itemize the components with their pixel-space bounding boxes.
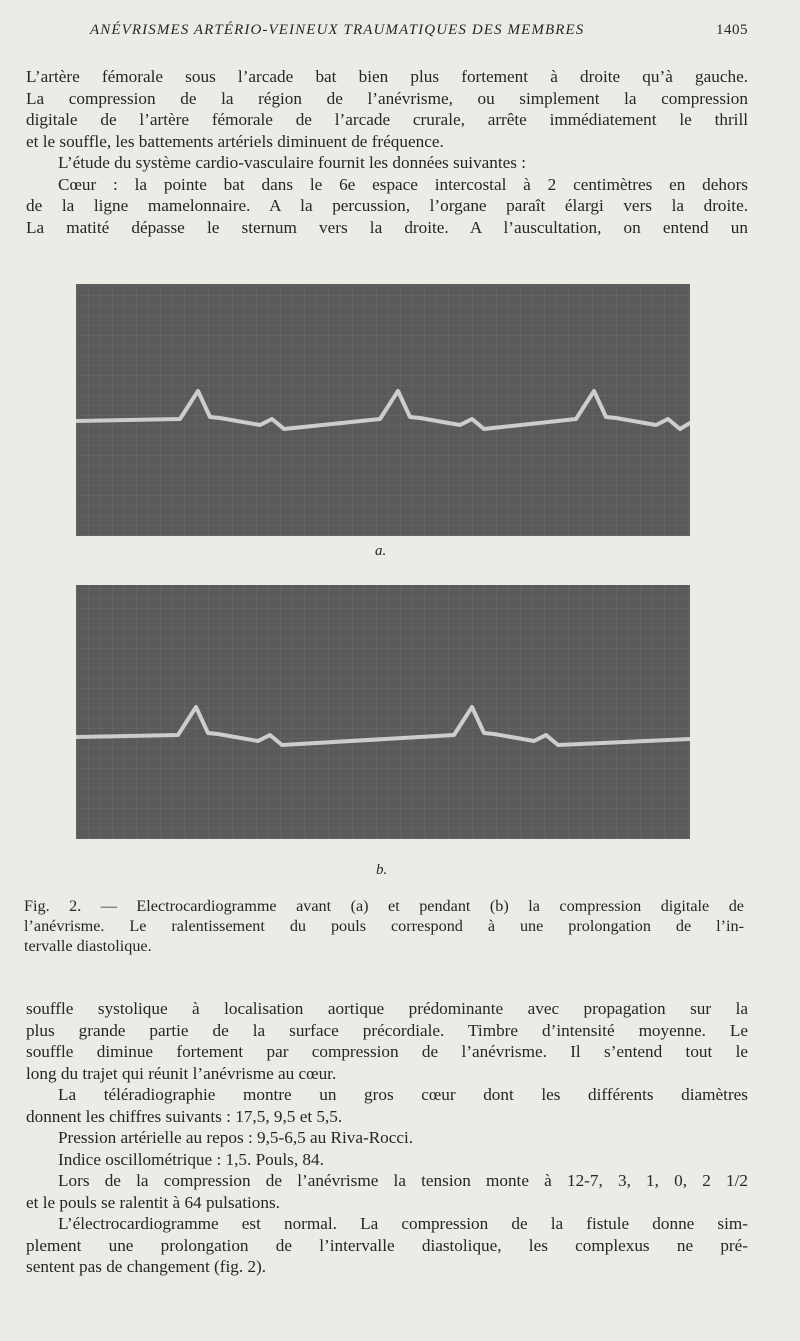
text-line: Lors de la compression de l’anévrisme la tension monte à 12-7, 3, 1, 0, 2 1/2 bbox=[58, 1171, 748, 1190]
caption-line: tervalle diastolique. bbox=[24, 937, 152, 955]
text-line: plement une prolongation de l’intervalle diastolique, les complexus ne pré- bbox=[26, 1235, 748, 1255]
text-line: digitale de l’artère fémorale de l’arcade crurale, arrête immédiatement le thrill bbox=[26, 110, 748, 129]
text-line: La compression de la région de l’anévrisme, ou simplement la compression bbox=[26, 88, 748, 108]
caption-line: Fig. 2. — Electrocardiogramme avant (a) et pendant (b) la compression digitale de bbox=[24, 897, 744, 915]
figure-panel-label-a: a. bbox=[375, 543, 387, 559]
body-text-bottom bbox=[26, 998, 748, 1278]
text-line: long du trajet qui réunit l’anévrisme au cœur. bbox=[26, 1063, 337, 1083]
text-line: L’étude du système cardio-vasculaire fournit les données suivantes : bbox=[58, 153, 527, 172]
body-text-top bbox=[26, 66, 748, 238]
ecg-trace-a bbox=[76, 284, 690, 536]
text-line: sentent pas de changement (fig. 2). bbox=[26, 1257, 267, 1276]
text-line: et le pouls se ralentit à 64 pulsations. bbox=[26, 1192, 280, 1212]
text-line: souffle diminue fortement par compression de l’anévrisme. Il s’entend tout le bbox=[26, 1042, 748, 1061]
text-line: L’artère fémorale sous l’arcade bat bien plus fortement à droite qu’à gauche. bbox=[26, 67, 748, 86]
text-line: donnent les chiffres suivants : 17,5, 9,5 et 5,5. bbox=[26, 1106, 343, 1126]
figure-caption bbox=[24, 896, 744, 956]
running-title: ANÉVRISMES ARTÉRIO-VEINEUX TRAUMATIQUES DES MEMBRES bbox=[90, 22, 585, 38]
text-line: L’électrocardiogramme est normal. La compression de la fistule donne sim- bbox=[58, 1214, 748, 1233]
running-header bbox=[24, 22, 748, 44]
text-line: Indice oscillométrique : 1,5. Pouls, 84. bbox=[58, 1149, 324, 1169]
ecg-trace-b bbox=[76, 585, 690, 839]
caption-line: l’anévrisme. Le ralentissement du pouls correspond à une prolongation de l’in- bbox=[24, 917, 744, 935]
text-line: Cœur : la pointe bat dans le 6e espace intercostal à 2 centimètres en dehors bbox=[58, 174, 748, 194]
text-line: souffle systolique à localisation aortique prédominante avec propagation sur la bbox=[26, 999, 748, 1018]
text-line: La matité dépasse le sternum vers la droite. A l’auscultation, on entend un bbox=[26, 217, 748, 237]
text-line: et le souffle, les battements artériels diminuent de fréquence. bbox=[26, 131, 444, 151]
text-line: La téléradiographie montre un gros cœur dont les différents diamètres bbox=[58, 1085, 748, 1104]
page-number: 1405 bbox=[716, 22, 748, 38]
text-line: plus grande partie de la surface précordiale. Timbre d’intensité moyenne. Le bbox=[26, 1020, 748, 1040]
figure-panel-label-b: b. bbox=[376, 862, 388, 878]
text-line: Pression artérielle au repos : 9,5-6,5 au Riva-Rocci. bbox=[58, 1128, 414, 1147]
text-line: de la ligne mamelonnaire. A la percussion, l’organe paraît élargi vers la droite. bbox=[26, 196, 748, 215]
